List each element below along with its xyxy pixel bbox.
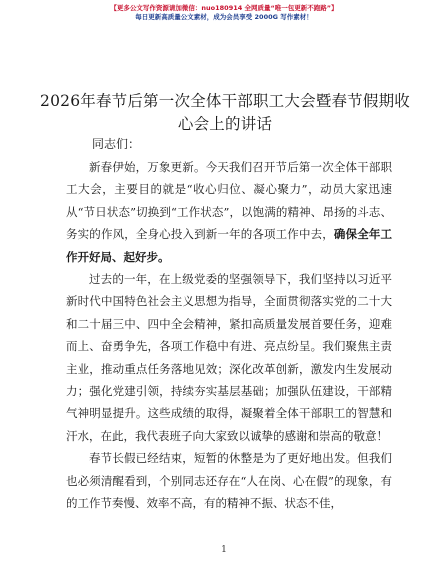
- paragraph-text: 春节长假已经结束，短暂的休整是为了更好地出发。但我们也必须清醒看到，个别同志还存在“人在岗、心在假”的现象，有的工作节奏慢、效率不高，有的精神不振、状态不佳，: [66, 451, 392, 511]
- promo-banner-line2: 每日更新高质量公文素材，成为会员享受 2000G 写作素材！: [135, 13, 313, 21]
- document-body: [66, 156, 392, 515]
- paragraph-text: 过去的一年，在上级党委的坚强领导下，我们坚持以习近平新时代中国特色社会主义思想为指导，全面贯彻落实党的二十大和二十届三中、四中全会精神，紧扣高质量发展首要任务，迎难而上、奋勇争先，各项工作稳中有进、亮点纷呈。我们聚焦主责主业，推动重点任务落地见效；深化改革创新，激发内生发展动力；强化党建引领，持续夯实基层基础；加强队伍建设，干部精气神明显提升。这些成绩的取得，凝聚着全体干部职工的智慧和汗水，在此，我代表班子向大家致以诚挚的感谢和崇高的敬意！: [66, 272, 392, 443]
- paragraph-text: 新春伊始，万象更新。今天我们召开节后第一次全体干部职工大会，主要目的就是“收心归位、凝心聚力”，动员大家迅速从“节日状态”切换到“工作状态”，以饱满的精神、昂扬的斗志、务实的作风，全身心投入到新一年的各项工作中去，: [66, 160, 392, 242]
- page-number: 1: [221, 545, 227, 555]
- document-title: 2026年春节后第一次全体干部职工大会暨春节假期收心会上的讲话: [40, 92, 410, 133]
- paragraph: [66, 447, 392, 514]
- paragraph: [66, 156, 392, 268]
- salutation: 同志们：: [92, 137, 141, 151]
- paragraph-bold-text: 确保全年工作开好局、起好步。: [66, 227, 392, 264]
- paragraph: [66, 268, 392, 447]
- promo-banner: [0, 4, 448, 22]
- promo-banner-line1: 【更多公文写作资源请加微信：nuo180914 全网质量“唯一包更新不跑路”】: [110, 4, 338, 12]
